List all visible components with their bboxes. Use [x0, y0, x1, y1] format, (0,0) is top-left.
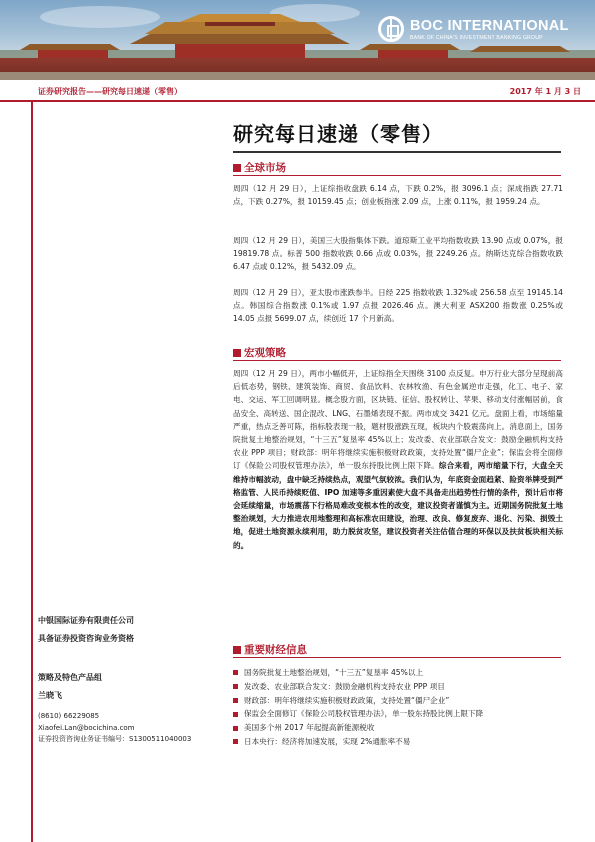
square-bullet-icon — [233, 164, 241, 172]
page-title: 研究每日速递（零售） — [233, 122, 443, 146]
section-divider — [233, 175, 561, 176]
global-paragraph: 周四（12 月 29 日），亚太股市涨跌参半。日经 225 指数收跌 1.32%或 256.58 点至 19145.14 点。韩国综合指数涨 0.1%或 1.97 点报 2026.46 点。澳大利亚 ASX200 指数涨 0.25%或 14.05 点报 5699.07 点，续创近 17 个月新高。 — [233, 288, 563, 324]
company-info — [38, 612, 218, 648]
plaza-ground — [0, 72, 595, 80]
brand-logo — [378, 16, 569, 42]
analyst-name: 兰晓飞 — [38, 691, 62, 700]
list-item: 发改委、农业部联合发文：鼓励金融机构支持农业 PPP 项目 — [233, 680, 563, 694]
global-paragraph: 周四（12 月 29 日），上证综指收盘跌 6.14 点，下跌 0.2%，报 3096.1 点；深成指跌 27.71 点，下跌 0.27%，报 10159.45 点；创业板指涨 2.09 点，上涨 0.11%，报 1959.24 点。 — [233, 184, 563, 207]
brand-subtitle: BANK OF CHINA'S INVESTMENT BANKING GROUP — [410, 34, 543, 41]
company-name: 中银国际证券有限责任公司 — [38, 616, 134, 625]
list-item: 日本央行：经济将加速发展，实现 2%通胀率不易 — [233, 735, 563, 749]
analyst-email[interactable]: Xiaofei.Lan@bocichina.com — [38, 723, 135, 732]
section-title: 全球市场 — [244, 162, 286, 174]
global-paragraph: 周四（12 月 29 日），美国三大股指集体下跌。道琼斯工业平均指数收跌 13.90 点或 0.07%，报 19819.78 点。标普 500 指数收跌 0.66 点或 0.03%，报 2249.26 点。纳斯达克综合指数收跌 6.47 点或 0.12%，报 5432.09 点。 — [233, 236, 563, 272]
list-item: 财政部：明年将继续实施积极财政政策，支持处置“僵尸企业” — [233, 694, 563, 708]
brand-name: BOC INTERNATIONAL — [410, 17, 569, 34]
report-header-bar — [0, 80, 595, 102]
report-date: 2017 年 1 月 3 日 — [509, 87, 581, 96]
section-title: 宏观策略 — [244, 347, 286, 359]
section-heading-macro — [233, 345, 286, 360]
bullet-icon — [233, 698, 238, 703]
department-name: 策略及特色产品组 — [38, 673, 102, 682]
list-item: 保监会全面修订《保险公司股权管理办法》，单一股东持股比例上限下降 — [233, 707, 563, 721]
section-heading-global — [233, 160, 286, 175]
news-list — [233, 666, 563, 749]
company-qualification: 具备证券投资咨询业务资格 — [38, 634, 134, 643]
title-divider — [233, 151, 561, 153]
bullet-icon — [233, 684, 238, 689]
macro-paragraph — [233, 367, 563, 552]
section-divider — [233, 360, 561, 361]
list-item: 美国多个州 2017 年起提高新能源税收 — [233, 721, 563, 735]
bullet-icon — [233, 726, 238, 731]
bullet-icon — [233, 670, 238, 675]
boc-logo-icon — [378, 16, 404, 42]
left-red-rule — [31, 102, 33, 842]
header-banner-image — [0, 0, 595, 80]
report-type: 证券研究报告——研究每日速递（零售） — [38, 87, 182, 96]
macro-body-text: 周四（12 月 29 日），两市小幅低开，上证综指全天围绕 3100 点反复。申万行业大部分呈现前高后低态势，钢铁、建筑装饰、商贸、食品饮料、农林牧渔、有色金属逆市走强，化工、电子、家电、交运、军工回调明显。概念股方面，区块链、征信、股权转让、苹果、移动支付涨幅居前，食品安全、高转送、国企混改、LNG、石墨烯表现不振。两市成交 3421 亿元。盘面上看，市场缩量严重，热点乏善可陈，指标股表现一般，题材股涨跌互现，板块内个股震荡向上。消息面上，国务院批复土地整治规划，“十三五”复垦率 45%以上；发改委、农业部联合发文：鼓励金融机构支持农业 PPP 项目；财政部：明年将继续实施积极财政政策，支持处置“僵尸企业”；保监会将全面修订《保险公司股权管理办法》，单一股东持股比例上限下降。 — [233, 369, 563, 471]
analyst-contact — [38, 711, 218, 746]
bullet-icon — [233, 712, 238, 717]
section-title: 重要财经信息 — [244, 644, 307, 656]
section-heading-news — [233, 642, 307, 657]
analyst-phone: (8610) 66229085 — [38, 712, 100, 720]
list-item: 国务院批复土地整治规划，“十三五”复垦率 45%以上 — [233, 666, 563, 680]
square-bullet-icon — [233, 646, 241, 654]
analyst-license: 证券投资咨询业务证书编号：S1300511040003 — [38, 735, 192, 743]
square-bullet-icon — [233, 349, 241, 357]
macro-conclusion-text: 综合来看，两市缩量下行，大盘全天维持市幅波动，盘中缺乏持续热点，观望气氛较浓。我们认为，年底资金面趋紧、险资举牌受到严格监管、人民币持续贬值、IPO 加速等多重因素使大盘不具备走出趋势性行情的条件，预计后市将会延续缩量，市场震荡下行格局难改变根本性的改变，建议投资者谨慎为主。近期国务院批复土地整治规划，大力推进农用地整理和高标准农田建设，治理、改良、修复废弃、退化、污染、损毁土地，促进土地资源永续利用，助力脱贫攻坚，建议投资者关注估值合理的环保以及扶贫板块相关标的。 — [233, 461, 563, 550]
section-divider — [233, 657, 561, 658]
bullet-icon — [233, 739, 238, 744]
